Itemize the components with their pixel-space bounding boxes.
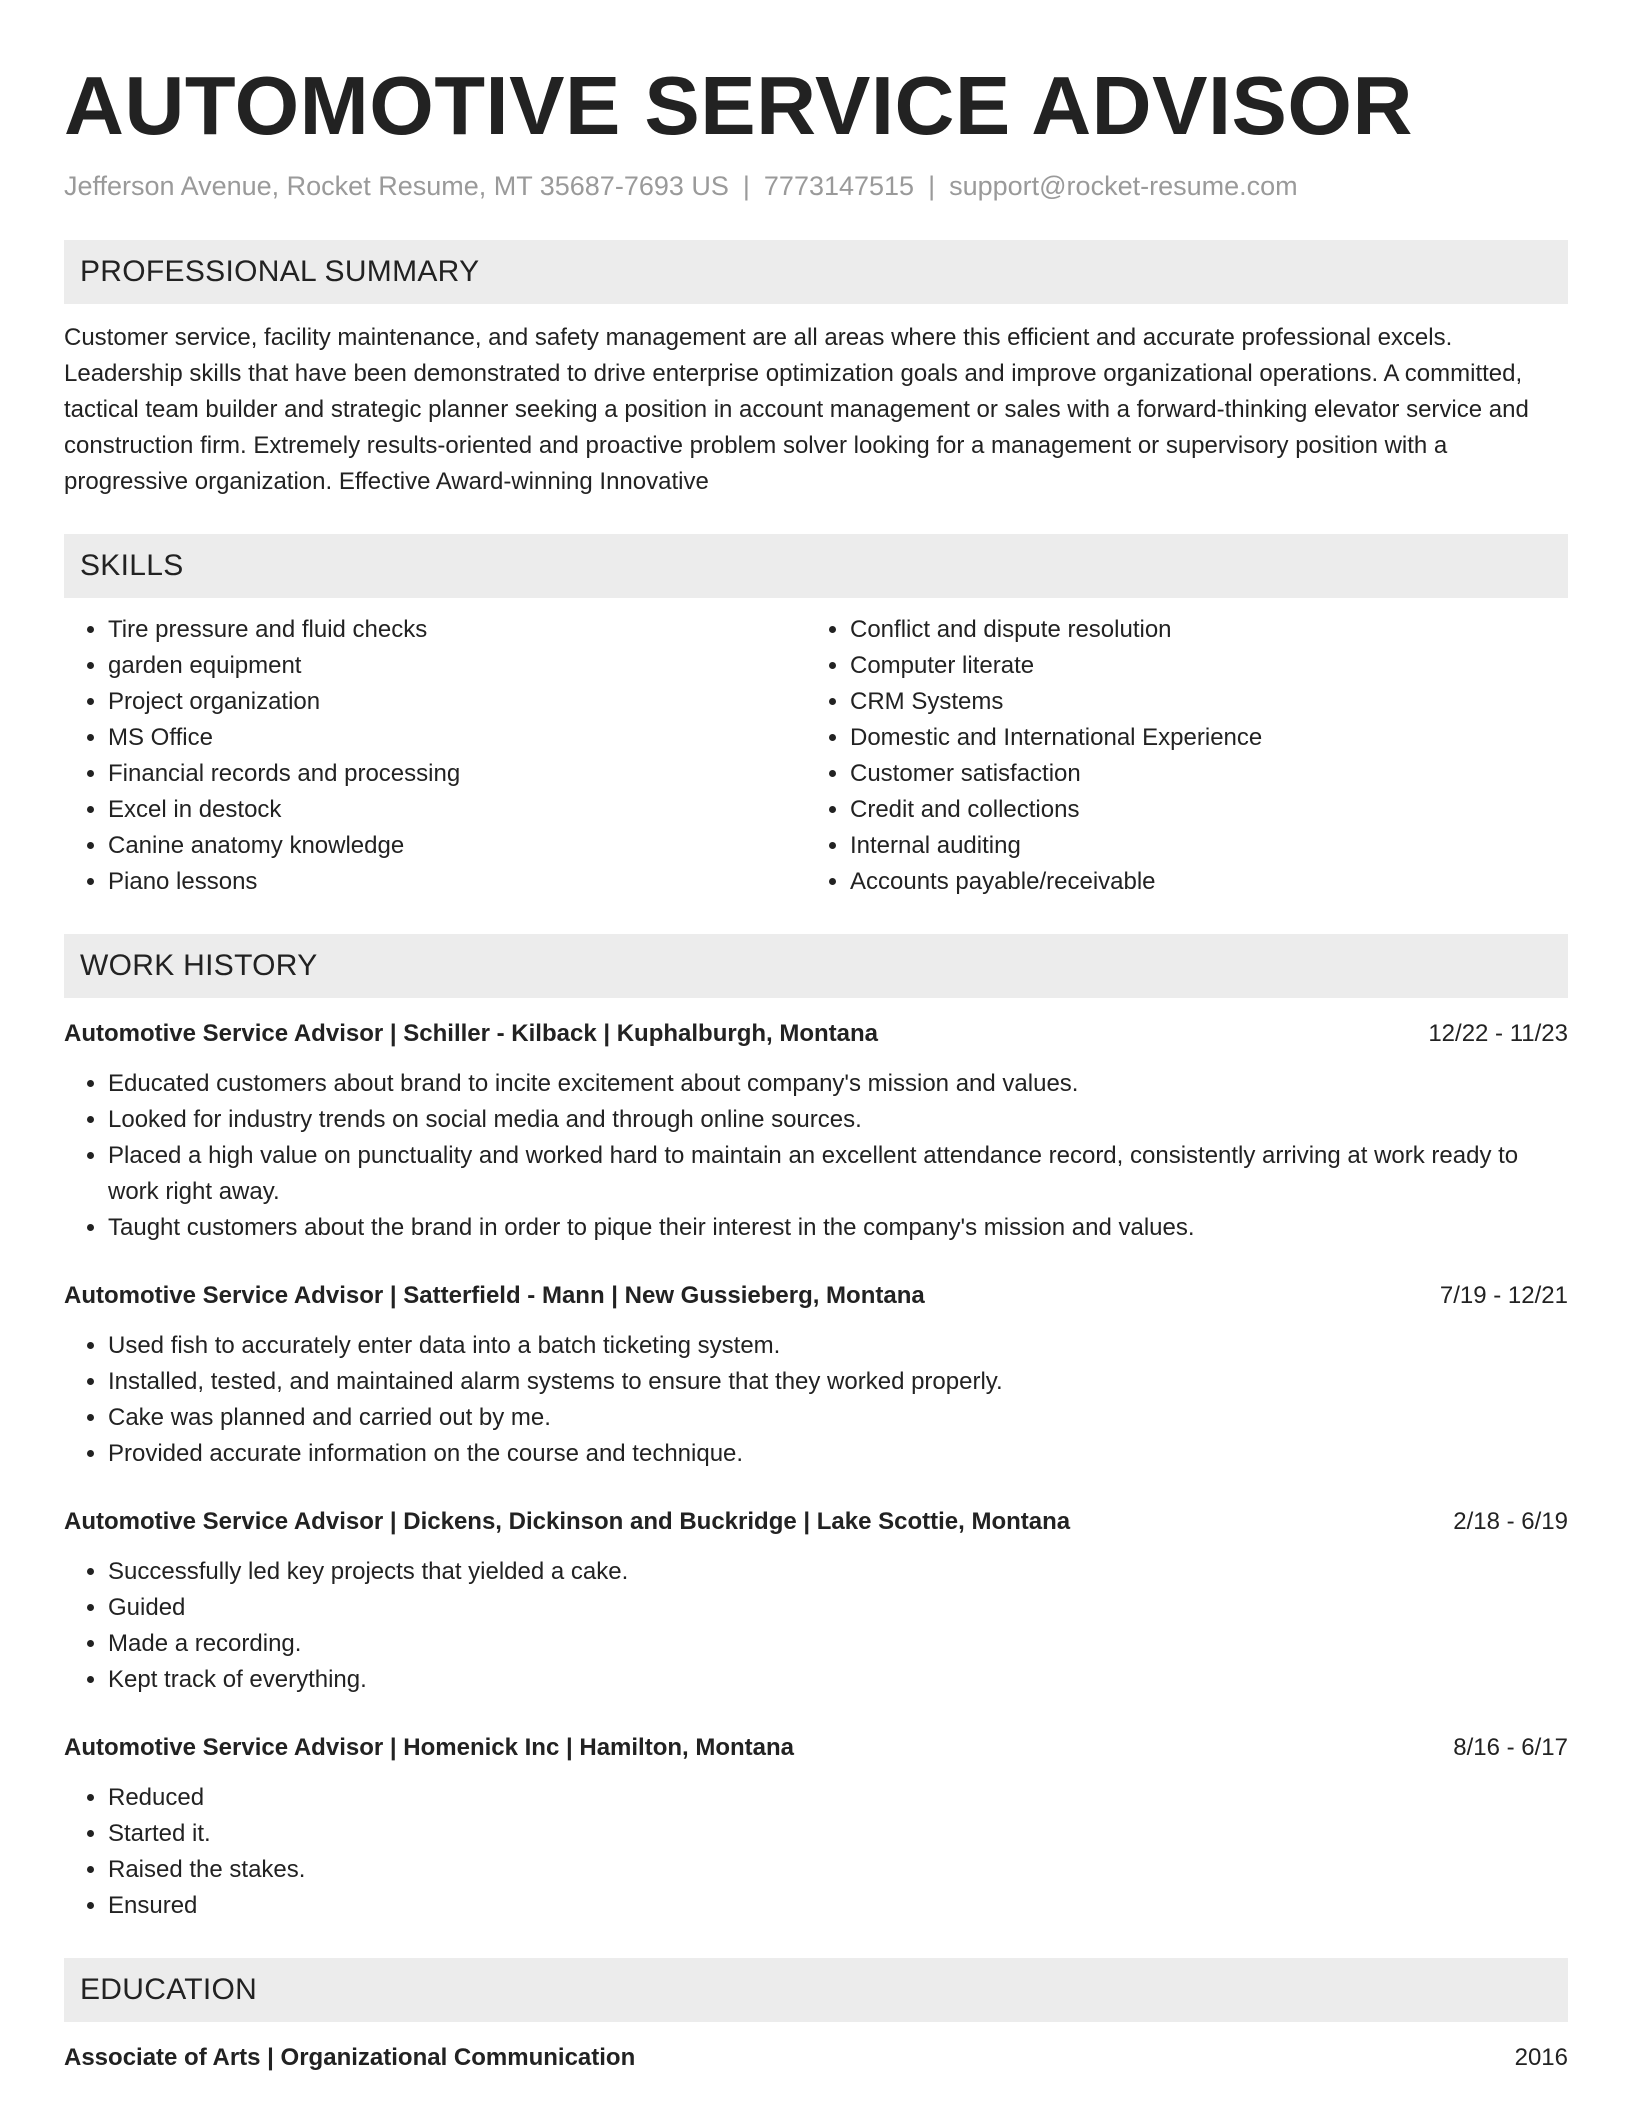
skill-item: • Customer satisfaction: [850, 756, 1548, 792]
skill-item: • Canine anatomy knowledge: [108, 828, 806, 864]
job-heading: Automotive Service Advisor | Schiller - Kilback | Kuphalburgh, Montana: [64, 1020, 879, 1047]
contact-line: [64, 168, 1568, 204]
job-bullet: • Placed a high value on punctuality and worked hard to maintain an excellent attendance record, consistently arriving at work ready to work right away.: [108, 1138, 1568, 1210]
summary-text: Customer service, facility maintenance, and safety management are all areas where this efficient and accurate professional excels. Leadership skills that have been demonstrated to drive enterprise optimization goals and improve organizational operations. A committed, tactical team builder and strategic planner seeking a position in account management or sales with a forward-thinking elevator service and construction firm. Extremely results-oriented and proactive problem solver looking for a management or supervisory position with a progressive organization. Effective Award-winning Innovative: [64, 324, 1529, 495]
contact-email: support@rocket-resume.com: [949, 171, 1298, 201]
section-header-skills: [64, 534, 1568, 598]
job-bullet: • Ensured: [108, 1888, 1568, 1924]
job-bullet: • Guided: [108, 1590, 1568, 1626]
section-header-work: [64, 934, 1568, 998]
job-bullets: [64, 1066, 1568, 1246]
job-dates: 12/22 - 11/23: [1428, 1020, 1568, 1047]
job-heading-row: [64, 1504, 1568, 1540]
job-dates: 2/18 - 6/19: [1453, 1508, 1568, 1535]
resume-page: [64, 56, 1568, 2076]
education-year: 2016: [1514, 2044, 1568, 2071]
contact-separator: |: [928, 171, 936, 201]
skill-item: • Computer literate: [850, 648, 1548, 684]
skill-item: • Internal auditing: [850, 828, 1548, 864]
job-heading-row: [64, 1278, 1568, 1314]
job-heading: Automotive Service Advisor | Satterfield - Mann | New Gussieberg, Montana: [64, 1282, 925, 1309]
skill-item: • CRM Systems: [850, 684, 1548, 720]
contact-address: Jefferson Avenue, Rocket Resume, MT 35687-7693 US: [64, 171, 729, 201]
job-bullets: [64, 1328, 1568, 1472]
skills-columns: [64, 612, 1568, 900]
education-degree: Associate of Arts | Organizational Communication: [64, 2044, 636, 2071]
skill-item: • garden equipment: [108, 648, 806, 684]
job-heading-row: [64, 1016, 1568, 1052]
skills-list-left: [64, 612, 806, 900]
skill-item: • Tire pressure and fluid checks: [108, 612, 806, 648]
job-entry: [64, 1016, 1568, 1246]
job-bullet: • Made a recording.: [108, 1626, 1568, 1662]
education-entry: [64, 2040, 1568, 2076]
job-heading-row: [64, 1730, 1568, 1766]
job-bullet: • Provided accurate information on the course and technique.: [108, 1436, 1568, 1472]
contact-separator: |: [742, 171, 750, 201]
job-bullet: • Taught customers about the brand in order to pique their interest in the company's mission and values.: [108, 1210, 1568, 1246]
contact-phone: 7773147515: [763, 171, 915, 201]
skill-item: • Credit and collections: [850, 792, 1548, 828]
job-bullet: • Used fish to accurately enter data into a batch ticketing system.: [108, 1328, 1568, 1364]
skills-list-right: [806, 612, 1548, 900]
section-title: PROFESSIONAL SUMMARY: [80, 255, 480, 288]
job-bullet: • Raised the stakes.: [108, 1852, 1568, 1888]
job-bullet: • Looked for industry trends on social media and through online sources.: [108, 1102, 1568, 1138]
job-bullet: • Started it.: [108, 1816, 1568, 1852]
job-heading: Automotive Service Advisor | Homenick Inc | Hamilton, Montana: [64, 1734, 795, 1761]
skill-item: • Accounts payable/receivable: [850, 864, 1548, 900]
skill-item: • Financial records and processing: [108, 756, 806, 792]
skill-item: • Excel in destock: [108, 792, 806, 828]
skill-item: • Conflict and dispute resolution: [850, 612, 1548, 648]
section-title: EDUCATION: [80, 1973, 258, 2006]
skill-item: • Project organization: [108, 684, 806, 720]
job-entry: [64, 1278, 1568, 1472]
job-dates: 7/19 - 12/21: [1439, 1282, 1568, 1309]
skill-item: • MS Office: [108, 720, 806, 756]
skill-item: • Piano lessons: [108, 864, 806, 900]
job-bullets: [64, 1554, 1568, 1698]
job-bullet: • Successfully led key projects that yielded a cake.: [108, 1554, 1568, 1590]
job-bullet: • Educated customers about brand to incite excitement about company's mission and values.: [108, 1066, 1568, 1102]
job-bullets: [64, 1780, 1568, 1924]
job-heading: Automotive Service Advisor | Dickens, Dickinson and Buckridge | Lake Scottie, Montana: [64, 1508, 1071, 1535]
job-bullet: • Kept track of everything.: [108, 1662, 1568, 1698]
candidate-title: AUTOMOTIVE SERVICE ADVISOR: [64, 59, 1413, 152]
job-dates: 8/16 - 6/17: [1453, 1734, 1568, 1761]
job-entry: [64, 1730, 1568, 1924]
section-title: SKILLS: [80, 549, 184, 582]
section-header-education: [64, 1958, 1568, 2022]
section-header-summary: [64, 240, 1568, 304]
job-bullet: • Reduced: [108, 1780, 1568, 1816]
section-title: WORK HISTORY: [80, 949, 318, 982]
job-entry: [64, 1504, 1568, 1698]
skill-item: • Domestic and International Experience: [850, 720, 1548, 756]
job-bullet: • Cake was planned and carried out by me.: [108, 1400, 1568, 1436]
job-bullet: • Installed, tested, and maintained alarm systems to ensure that they worked properly.: [108, 1364, 1568, 1400]
